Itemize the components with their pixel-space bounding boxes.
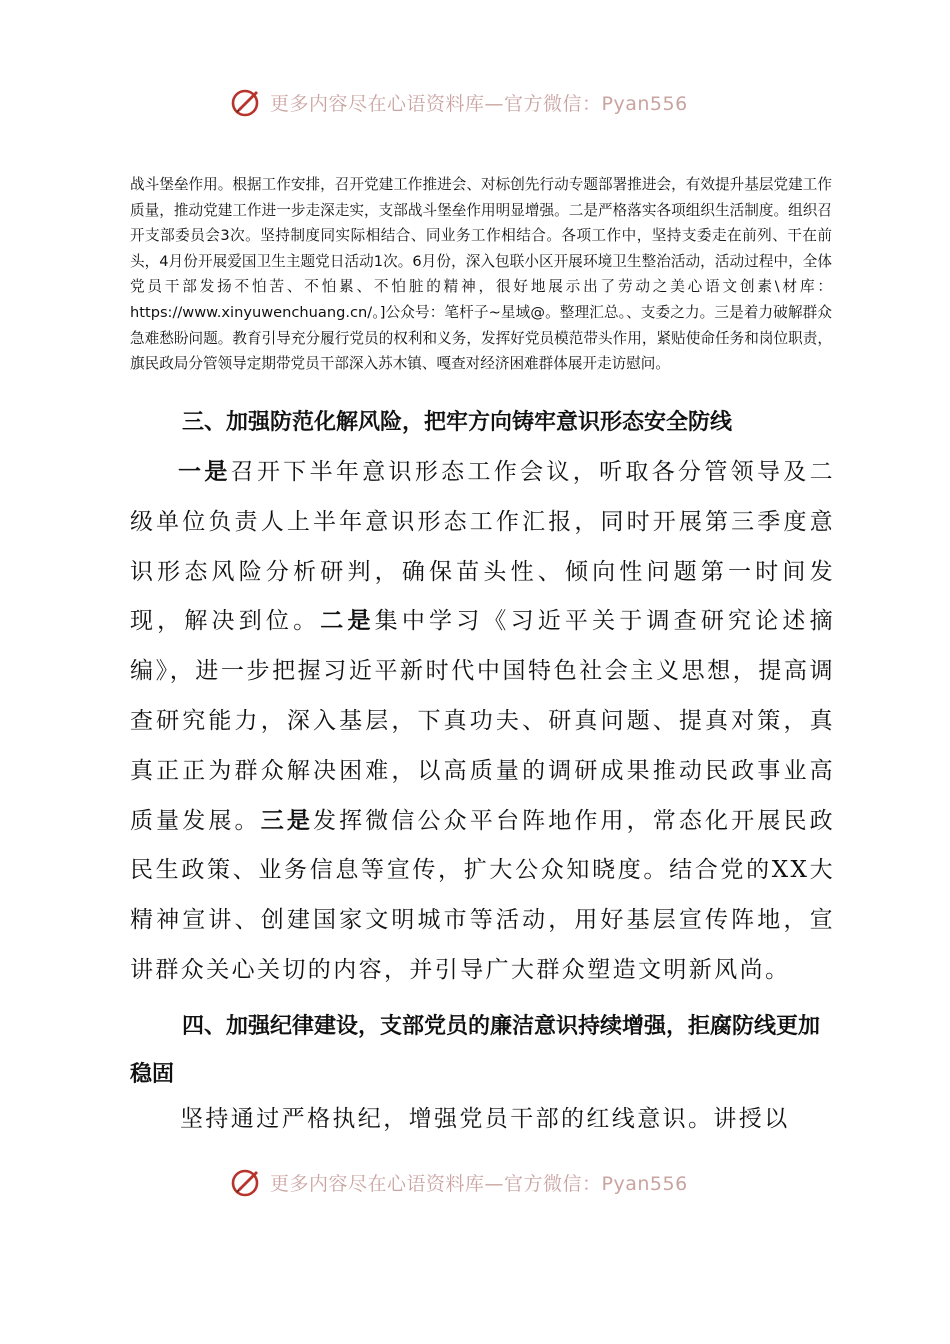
section-3-body — [130, 448, 835, 996]
lead-first: 一是 — [178, 459, 231, 485]
header-banner — [230, 82, 750, 122]
section-3-heading: 三、加强防范化解风险，把牢方向铸牢意识形态安全防线 — [182, 410, 733, 435]
banner-text: 更多内容尽在心语资料库—官方微信：Pyan556 — [270, 92, 688, 115]
footer-banner — [230, 1162, 750, 1202]
banner-text: 更多内容尽在心语资料库—官方微信：Pyan556 — [270, 1172, 688, 1195]
pen-logo-icon — [230, 85, 264, 119]
lead-third: 三是 — [260, 807, 313, 834]
section-3-text-1: 召开下半年意识形态工作会议，听取各分管领导及二级单位负责人上半年意识形态工作汇报，同时开展第三季度意识形态风险分析研判，确保苗头性、倾向性问题第一时间发现，解决到位。 — [130, 459, 835, 635]
section-3-text-3: 发挥微信公众平台阵地作用，常态化开展民政民生政策、业务信息等宣传，扩大公众知晓度。结合党的XX大精神宣讲、创建国家文明城市等活动，用好基层宣传阵地，宣讲群众关心关切的内容，并引导广大群众塑造文明新风尚。 — [130, 807, 836, 983]
intro-paragraph: 战斗堡垒作用。根据工作安排，召开党建工作推进会、对标创先行动专题部署推进会，有效提升基层党建工作质量，推动党建工作进一步走深走实，支部战斗堡垒作用明显增强。二是严格落实各项组织生活制度。组织召开支部委员会3次。坚持制度同实际相结合、同业务工作相结合。各项工作中，坚持支委走在前列、干在前头，4月份开展爱国卫生主题党日活动1次。6月份，深入包联小区开展环境卫生整治活动，活动过程中，全体党员干部发扬不怕苦、不怕累、不怕脏的精神，很好地展示出了劳动之美心语文创素\材库：https://www.xinyuwenchuang.cn/。]公众号：笔杆子~星域@。整理汇总。、支委之力。三是着力破解群众急难愁盼问题。教育引导充分履行党员的权利和义务，发挥好党员模范带头作用，紧贴使命任务和岗位职责，旗民政局分管领导定期带党员干部深入苏木镇、嘎查对经济困难群体展开走访慰问。 — [130, 176, 832, 373]
section-4-heading: 四、加强纪律建设，支部党员的廉洁意识持续增强，拒腐防线更加稳固 — [130, 1014, 821, 1087]
section-4-body: 坚持通过严格执纪，增强党员干部的红线意识。讲授以 — [180, 1106, 790, 1132]
lead-second: 二是 — [320, 608, 375, 635]
pen-logo-icon — [230, 1165, 264, 1199]
section-3-text-2: 集中学习《习近平关于调查研究论述摘编》，进一步把握习近平新时代中国特色社会主义思想，提高调查研究能力，深入基层，下真功夫、研真问题、提真对策，真真正正为群众解决困难，以高质量的调研成果推动民政事业高质量发展。 — [130, 608, 835, 834]
